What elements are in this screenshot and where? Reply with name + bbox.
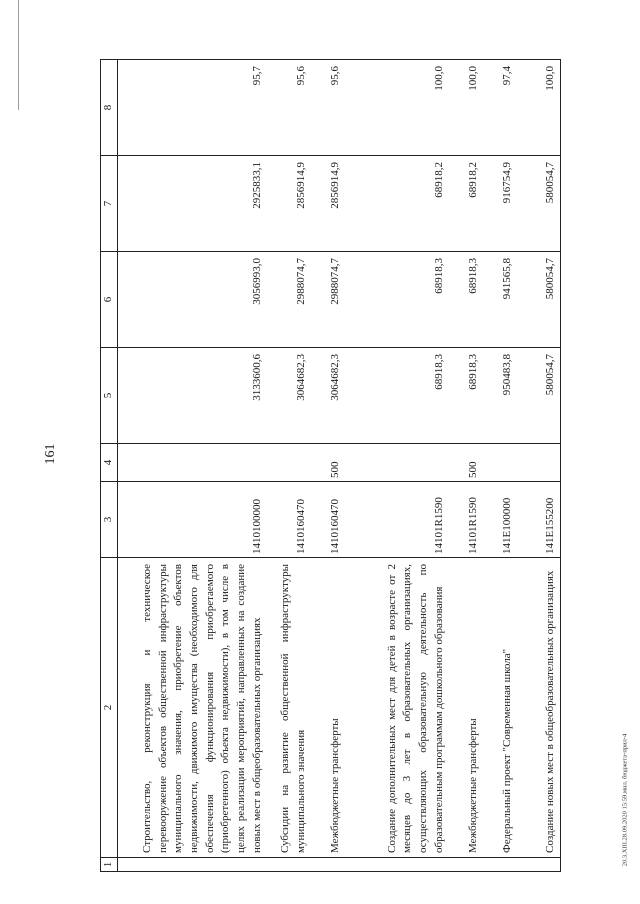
row-description: Субсидии на развитие общественной инфраструктуры муниципального значения: [266, 558, 310, 858]
table-row: [448, 60, 482, 872]
row-value-7: 2856914,9: [266, 156, 310, 252]
column-header-7: 7: [101, 156, 118, 252]
footer-stamp: [616, 700, 634, 900]
row-value-7: 68918,2: [448, 156, 482, 252]
row-value-6: 2988074,7: [266, 252, 310, 348]
row-value-5: 950483,8: [482, 348, 516, 444]
row-code: 1410100000: [117, 482, 266, 558]
footer-stamp-text: 20.3.XIII.28.09.2020 15:59.мнл. бюджета-прил-4: [621, 733, 629, 867]
row-index-cell: [516, 858, 560, 872]
row-value-6: 3056993,0: [117, 252, 266, 348]
row-value-6: 68918,3: [448, 252, 482, 348]
row-value-7: 2856914,9: [310, 156, 344, 252]
row-description: Федеральный проект "Современная школа": [482, 558, 516, 858]
row-expense-type: [516, 444, 560, 482]
budget-table: [100, 59, 561, 872]
row-index-cell: [482, 858, 516, 872]
row-percent: 95,7: [117, 60, 266, 156]
row-value-6: 580054,7: [516, 252, 560, 348]
row-value-5: 3064682,3: [266, 348, 310, 444]
row-code: 14101R1590: [344, 482, 448, 558]
row-value-7: 916754,9: [482, 156, 516, 252]
row-description: Межбюджетные трансферты: [448, 558, 482, 858]
column-header-4: 4: [101, 444, 118, 482]
row-description: Создание новых мест в общеобразовательных организациях: [516, 558, 560, 858]
budget-table-container: [100, 60, 596, 872]
column-header-8: 8: [101, 60, 118, 156]
row-value-5: 68918,3: [448, 348, 482, 444]
row-description: Строительство, реконструкция и техническое перевооружение объектов общественной инфраструктуры муниципального значения, приобретение объектов недвижимости, движимого имущества (необходимого для обеспечения функционирования приобретаемого (приобретенного) объекта недвижимости), в том числе в целях реализации мероприятий, направленных на создание новых мест в общеобразовательных организациях: [117, 558, 266, 858]
row-percent: 100,0: [516, 60, 560, 156]
row-index-cell: [448, 858, 482, 872]
row-code: 141E155200: [516, 482, 560, 558]
column-header-2: 2: [101, 558, 118, 858]
table-row: [117, 60, 266, 872]
row-index-cell: [266, 858, 310, 872]
row-index-cell: [117, 858, 266, 872]
row-value-5: 68918,3: [344, 348, 448, 444]
column-header-6: 6: [101, 252, 118, 348]
row-expense-type: [117, 444, 266, 482]
row-value-6: 941565,8: [482, 252, 516, 348]
column-header-3: 3: [101, 482, 118, 558]
row-expense-type: [482, 444, 516, 482]
row-value-6: 2988074,7: [310, 252, 344, 348]
table-header-row: [101, 60, 118, 872]
row-index-cell: [310, 858, 344, 872]
row-description: Создание дополнительных мест для детей в возрасте от 2 месяцев до 3 лет в образовательных организациях, осуществляющих образовательную деятельность по образовательным программам дошкольного образования: [344, 558, 448, 858]
column-header-5: 5: [101, 348, 118, 444]
row-expense-type: 500: [310, 444, 344, 482]
row-description: Межбюджетные трансферты: [310, 558, 344, 858]
row-value-7: 2925833,1: [117, 156, 266, 252]
row-expense-type: [344, 444, 448, 482]
column-header-1: 1: [101, 858, 118, 872]
page-number: 161: [43, 443, 58, 465]
row-value-5: 580054,7: [516, 348, 560, 444]
row-percent: 95,6: [310, 60, 344, 156]
row-value-5: 3064682,3: [310, 348, 344, 444]
row-expense-type: [266, 444, 310, 482]
row-expense-type: 500: [448, 444, 482, 482]
row-code: 1410160470: [266, 482, 310, 558]
row-percent: 97,4: [482, 60, 516, 156]
table-row: [516, 60, 560, 872]
row-code: 1410160470: [310, 482, 344, 558]
row-value-7: 580054,7: [516, 156, 560, 252]
row-value-6: 68918,3: [344, 252, 448, 348]
budget-table-rotated: [100, 60, 596, 872]
row-code: 141E100000: [482, 482, 516, 558]
row-index-cell: [344, 858, 448, 872]
row-code: 14101R1590: [448, 482, 482, 558]
scan-edge-line: [18, 0, 19, 110]
row-value-7: 68918,2: [344, 156, 448, 252]
row-percent: 100,0: [344, 60, 448, 156]
table-row: [344, 60, 448, 872]
row-percent: 95,6: [266, 60, 310, 156]
row-percent: 100,0: [448, 60, 482, 156]
table-row: [482, 60, 516, 872]
row-value-5: 3133600,6: [117, 348, 266, 444]
table-row: [310, 60, 344, 872]
table-row: [266, 60, 310, 872]
